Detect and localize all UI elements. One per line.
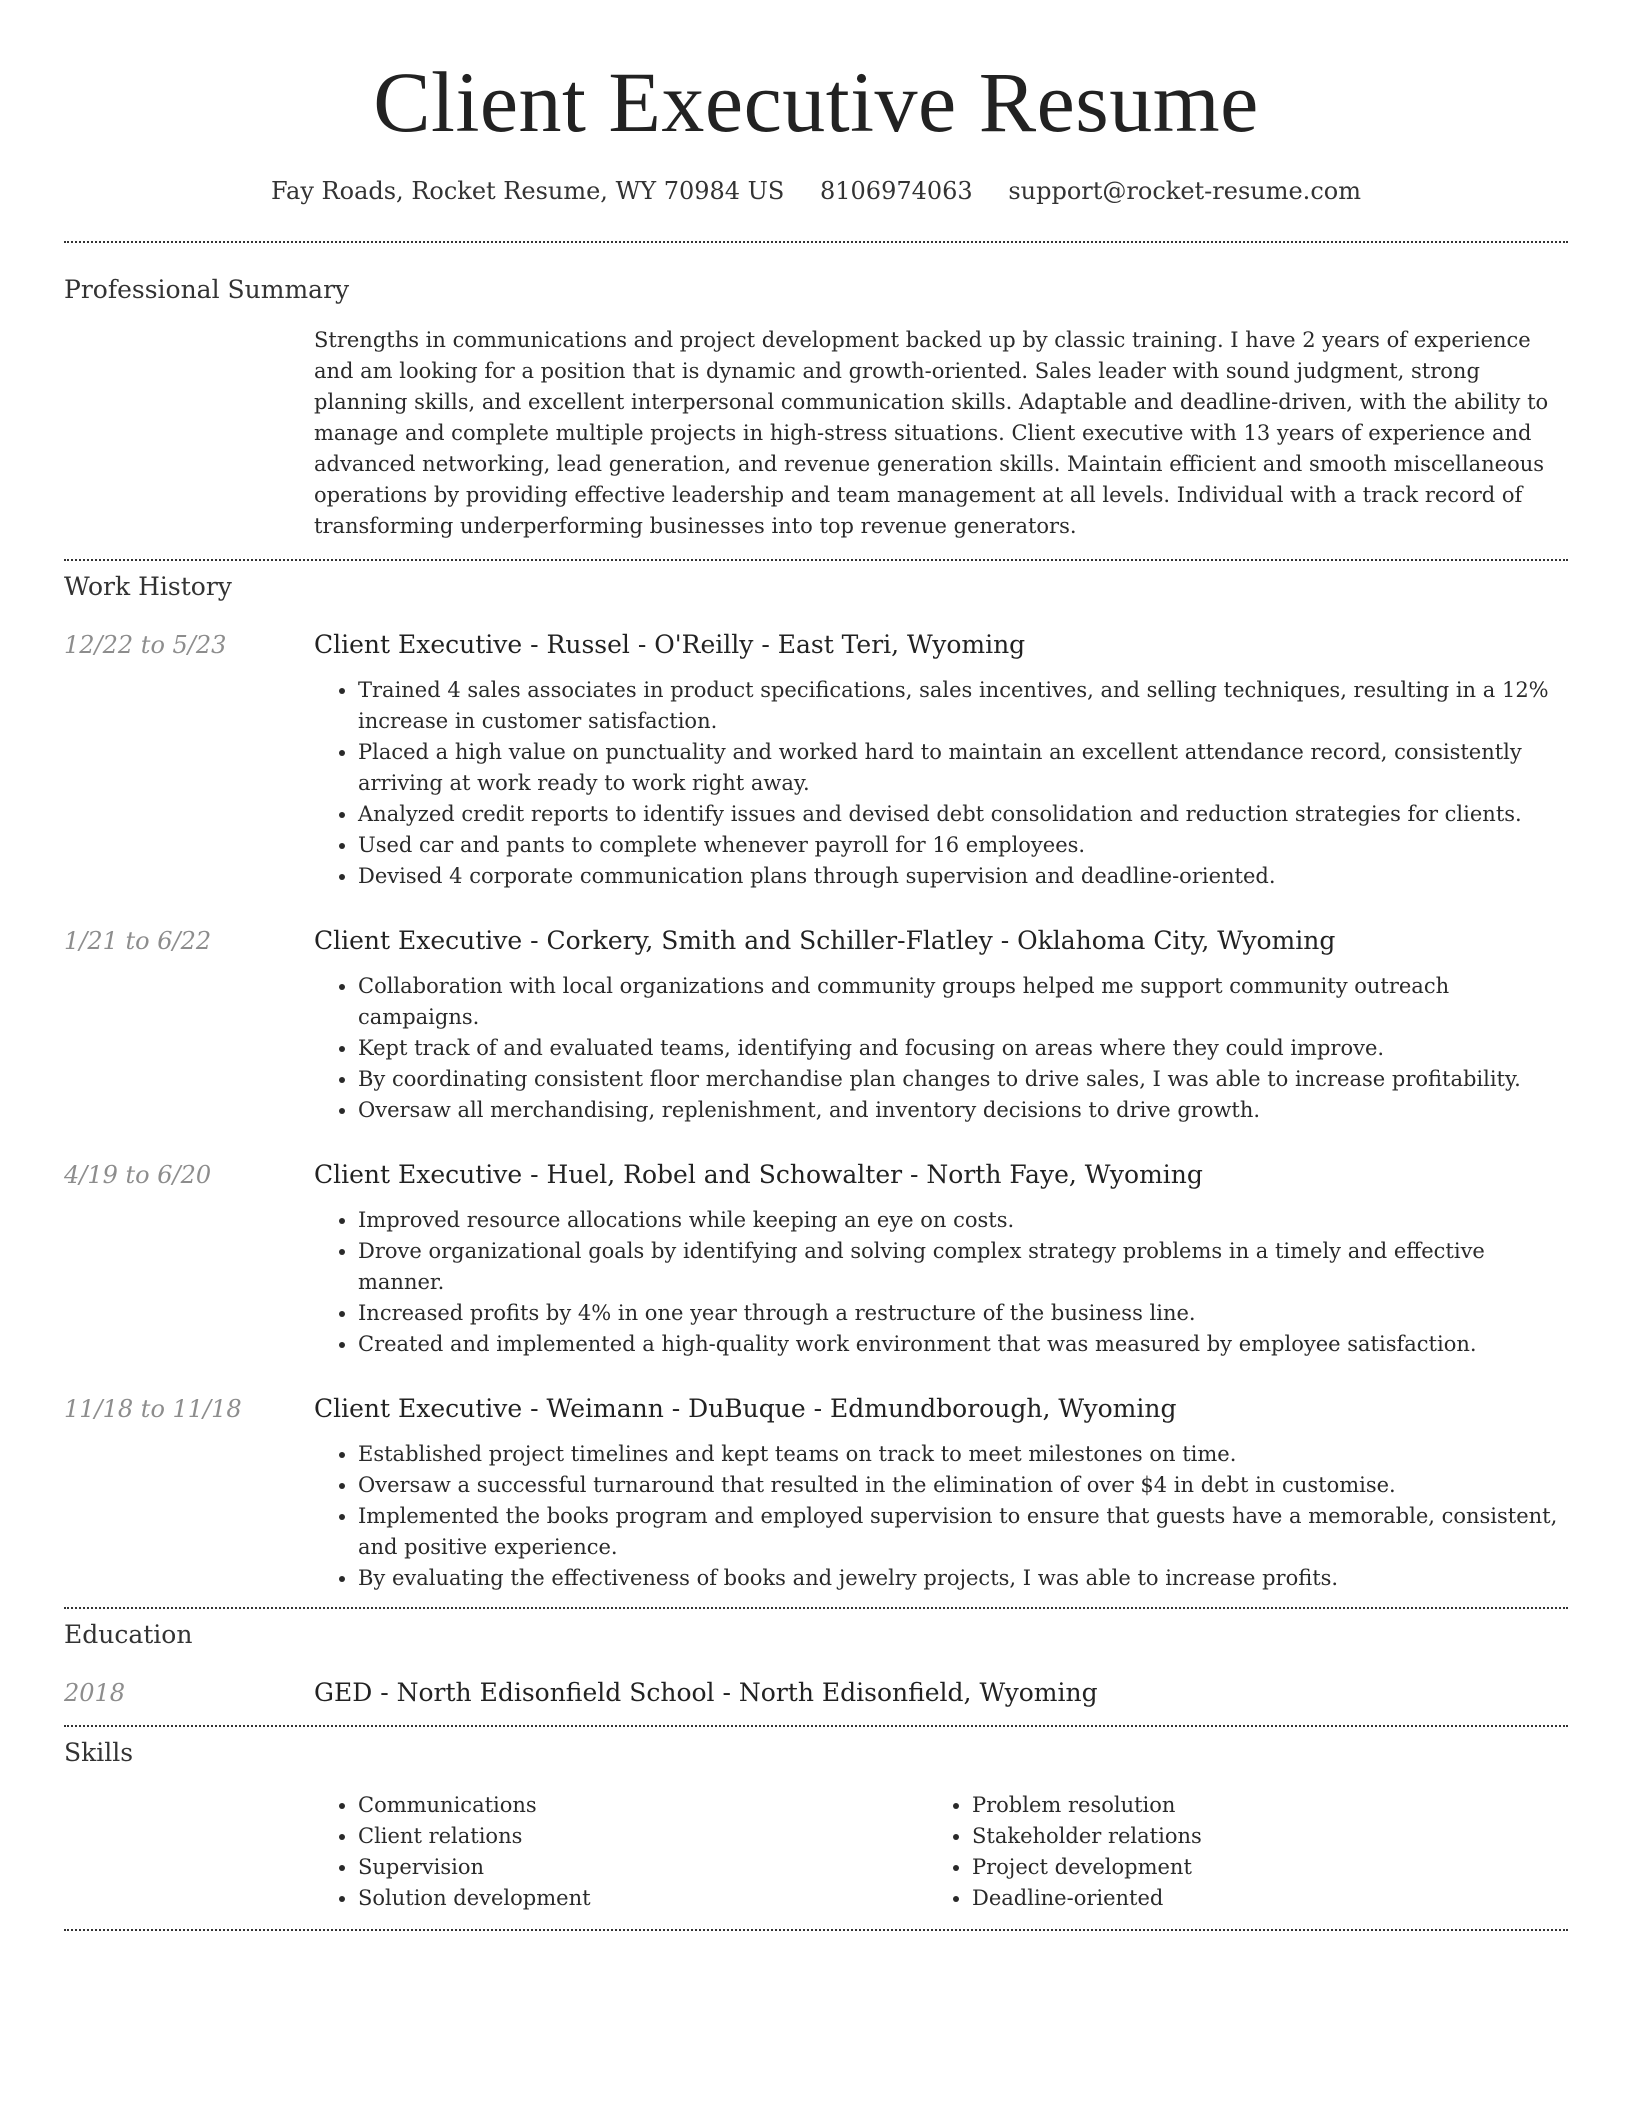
job-title: Client Executive - Weimann - DuBuque - Edmundborough, Wyoming <box>314 1394 1177 1423</box>
job-bullets <box>314 1439 1568 1594</box>
skills-list-right <box>928 1790 1542 1914</box>
job-bullet: • Oversaw all merchandising, replenishment, and inventory decisions to drive growth. <box>358 1095 1568 1126</box>
skill-item: • Problem resolution <box>972 1790 1542 1821</box>
job-bullet: • Established project timelines and kept teams on track to meet milestones on time. <box>358 1439 1568 1470</box>
resume-title: Client Executive Resume <box>373 54 1259 150</box>
job-bullet: • Oversaw a successful turnaround that resulted in the elimination of over $4 in debt in customise. <box>358 1470 1568 1501</box>
job-bullets <box>314 971 1568 1126</box>
summary-section <box>64 243 1568 542</box>
summary-heading: Professional Summary <box>64 275 350 304</box>
work-heading: Work History <box>64 572 232 601</box>
summary-text: Strengths in communications and project development backed up by classic training. I have 2 years of experience and am looking for a position that is dynamic and growth-oriented. Sales leader with sound judgment, strong planning skills, and excellent interpersonal communication skills. Adaptable and deadline-driven, with the ability to manage and complete multiple projects in high-stress situations. Client executive with 13 years of experience and advanced networking, lead generation, and revenue generation skills. Maintain efficient and smooth miscellaneous operations by providing effective leadership and team management at all levels. Individual with a track record of transforming underperforming businesses into top revenue generators. <box>314 328 1549 538</box>
job-bullet: • Implemented the books program and employed supervision to ensure that guests have a memorable, consistent, and positive experience. <box>358 1501 1568 1563</box>
education-content <box>314 1676 1568 1710</box>
job-bullet: • Collaboration with local organizations and community groups helped me support community outreach campaigns. <box>358 971 1568 1033</box>
job-entry <box>64 924 1568 1126</box>
job-bullet: • By evaluating the effectiveness of books and jewelry projects, I was able to increase profits. <box>358 1563 1568 1594</box>
job-content <box>314 1158 1568 1360</box>
job-bullet: • Increased profits by 4% in one year through a restructure of the business line. <box>358 1298 1568 1329</box>
education-date: 2018 <box>64 1679 126 1707</box>
skill-item: • Solution development <box>358 1883 928 1914</box>
job-content <box>314 924 1568 1126</box>
contact-line <box>64 174 1568 208</box>
skills-heading: Skills <box>64 1738 134 1767</box>
job-bullets <box>314 1205 1568 1360</box>
job-content <box>314 628 1568 892</box>
contact-address: Fay Roads, Rocket Resume, WY 70984 US <box>271 177 785 205</box>
job-bullet: • Improved resource allocations while keeping an eye on costs. <box>358 1205 1568 1236</box>
job-bullet: • Placed a high value on punctuality and worked hard to maintain an excellent attendance record, consistently arriving at work ready to work right away. <box>358 737 1568 799</box>
skill-item: • Client relations <box>358 1821 928 1852</box>
job-entry <box>64 628 1568 892</box>
job-date: 12/22 to 5/23 <box>64 631 227 659</box>
education-entry <box>64 1676 1568 1710</box>
contact-email: support@rocket-resume.com <box>1008 177 1361 205</box>
contact-phone: 8106974063 <box>820 177 973 205</box>
job-bullet: • Created and implemented a high-quality work environment that was measured by employee satisfaction. <box>358 1329 1568 1360</box>
job-date: 4/19 to 6/20 <box>64 1161 212 1189</box>
skills-section <box>64 1727 1568 1914</box>
job-bullet: • Devised 4 corporate communication plans through supervision and deadline-oriented. <box>358 861 1568 892</box>
education-section <box>64 1609 1568 1710</box>
job-content <box>314 1392 1568 1594</box>
job-title: Client Executive - Huel, Robel and Schowalter - North Faye, Wyoming <box>314 1160 1203 1189</box>
resume-page <box>64 0 1568 1931</box>
job-title: Client Executive - Corkery, Smith and Schiller-Flatley - Oklahoma City, Wyoming <box>314 926 1336 955</box>
job-bullets <box>314 675 1568 892</box>
job-bullet: • Kept track of and evaluated teams, identifying and focusing on areas where they could improve. <box>358 1033 1568 1064</box>
skill-item: • Supervision <box>358 1852 928 1883</box>
job-title: Client Executive - Russel - O'Reilly - East Teri, Wyoming <box>314 630 1026 659</box>
job-bullet: • By coordinating consistent floor merchandise plan changes to drive sales, I was able to increase profitability. <box>358 1064 1568 1095</box>
skill-item: • Communications <box>358 1790 928 1821</box>
skill-item: • Deadline-oriented <box>972 1883 1542 1914</box>
skill-item: • Project development <box>972 1852 1542 1883</box>
skills-list-left <box>314 1790 928 1914</box>
work-section <box>64 561 1568 1594</box>
education-heading: Education <box>64 1620 193 1649</box>
job-entry <box>64 1392 1568 1594</box>
skills-columns <box>314 1790 1568 1914</box>
job-bullet: • Drove organizational goals by identifying and solving complex strategy problems in a timely and effective manner. <box>358 1236 1568 1298</box>
job-entry <box>64 1158 1568 1360</box>
job-date: 1/21 to 6/22 <box>64 927 212 955</box>
job-bullet: • Used car and pants to complete whenever payroll for 16 employees. <box>358 830 1568 861</box>
education-title: GED - North Edisonfield School - North Edisonfield, Wyoming <box>314 1678 1098 1707</box>
skill-item: • Stakeholder relations <box>972 1821 1542 1852</box>
job-date: 11/18 to 11/18 <box>64 1395 242 1423</box>
job-bullet: • Trained 4 sales associates in product specifications, sales incentives, and selling techniques, resulting in a 12% increase in customer satisfaction. <box>358 675 1568 737</box>
section-divider <box>64 1929 1568 1931</box>
job-bullet: • Analyzed credit reports to identify issues and devised debt consolidation and reduction strategies for clients. <box>358 799 1568 830</box>
